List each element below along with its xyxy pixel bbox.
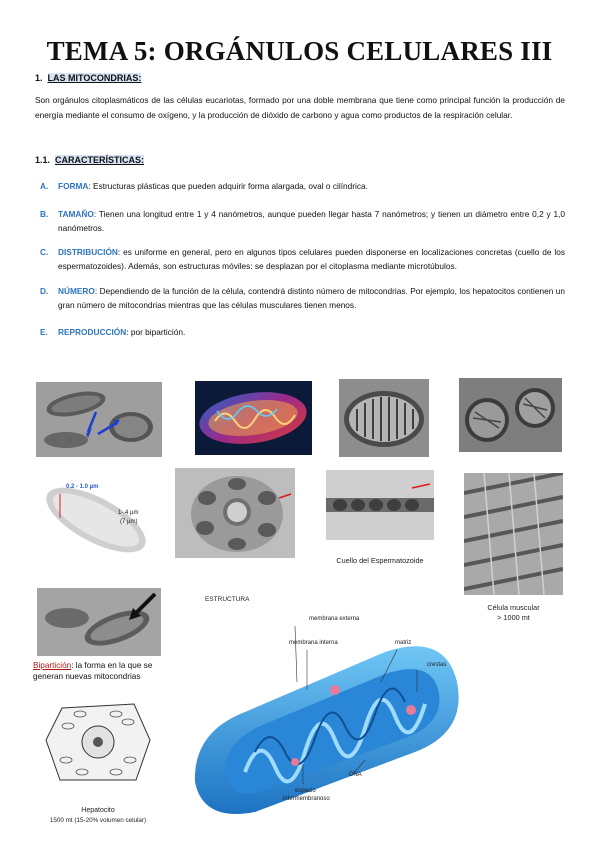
size-length-label: 1- 4 µm <box>118 510 139 516</box>
list-keyword: TAMAÑO <box>58 209 94 219</box>
hepatocyte-caption-line1: Hepatocito <box>81 807 115 814</box>
list-item-numero <box>40 284 565 314</box>
inner-membrane-label: membrana interna <box>289 640 338 646</box>
size-max-length-label: (7 µm) <box>120 519 138 525</box>
bipartition-keyword: Bipartición <box>33 661 72 670</box>
3d-mitochondrion-render-photo <box>195 381 312 455</box>
intermembrane-space-label-1: espacio <box>295 788 316 794</box>
em-mitochondria-arrows-photo <box>36 382 162 457</box>
muscle-caption-line2: > 1000 mt <box>497 613 530 622</box>
list-item-distribucion <box>40 245 565 275</box>
intermembrane-space-label-2: intermembranoso <box>283 796 330 802</box>
cristae-label: crestas <box>427 662 447 668</box>
list-item-forma <box>40 179 565 195</box>
section-number: 1. <box>35 73 43 83</box>
em-muscle-cell-photo <box>464 473 563 595</box>
intro-paragraph: Son orgánulos citoplasmáticos de las células eucariotas, formado por una doble membrana que tiene como principal función la producción de energía mediante el consumo de oxígeno, y la producción de dióxido de carbono y agua como productos de la respiración celular. <box>35 95 565 120</box>
list-text: : Dependiendo de la función de la célula, contendrá distinto número de mitocondrias. Por ejemplo, los hepatocitos contienen un gran número de mitocondrias mientras que las células musculares tienen menos. <box>58 286 565 310</box>
muscle-caption-line1: Célula muscular <box>487 603 540 612</box>
page-title: TEMA 5: ORGÁNULOS CELULARES III <box>46 36 553 66</box>
outer-membrane-label: membrana externa <box>309 616 360 622</box>
list-text: : Estructuras plásticas que pueden adquirir forma alargada, oval o cilíndrica. <box>88 181 368 191</box>
hepatocyte-caption-line2: 1500 mt (15-20% volumen celular) <box>49 817 147 824</box>
matrix-label: matriz <box>395 640 412 646</box>
subsection-number: 1.1. <box>35 155 51 165</box>
subsection-heading-caracteristicas <box>35 155 144 165</box>
hepatocyte-drawing <box>42 700 154 784</box>
section-heading-mitocondrias <box>35 73 141 83</box>
list-letter: B. <box>40 209 49 219</box>
mitochondrion-size-diagram <box>38 476 161 558</box>
mitochondrion-structure-diagram <box>185 612 481 822</box>
list-keyword: NÚMERO <box>58 286 95 296</box>
list-text: : Tienen una longitud entre 1 y 4 nanómetros, aunque pueden llegar hasta 7 nanómetros; y tienen un diámetro entre 0,2 y 1,0 nanómetros. <box>58 209 565 233</box>
em-bipartition-photo <box>37 588 161 656</box>
em-round-mitochondria-photo <box>459 378 562 452</box>
size-diameter-label: 0.2 - 1.0 µm <box>66 484 99 490</box>
dna-label: DNA <box>349 772 362 778</box>
bipartition-caption <box>33 660 183 682</box>
list-letter: A. <box>40 181 49 191</box>
bipartition-text: : la forma en la que se generan nuevas mitocondrias <box>33 661 153 681</box>
list-text: : por bipartición. <box>126 327 186 337</box>
list-text: : es uniforme en general, pero en algunos tipos celulares pueden disponerse en localizaciones concretas (cuello de los espermatozoides). Además, son estructuras móviles: se desplazan por el citoplasma mediante microtúbulos. <box>58 247 565 271</box>
em-cristae-photo <box>339 379 429 457</box>
subsection-title: CARACTERÍSTICAS: <box>55 155 145 165</box>
list-keyword: REPRODUCCIÓN <box>58 327 127 337</box>
list-keyword: DISTRIBUCIÓN <box>58 247 118 257</box>
section-title: LAS MITOCONDRIAS: <box>47 73 142 83</box>
list-item-reproduccion <box>40 325 565 341</box>
list-keyword: FORMA <box>58 181 89 191</box>
structure-title: ESTRUCTURA <box>205 596 250 603</box>
sperm-neck-caption: Cuello del Espermatozoide <box>336 556 424 565</box>
em-sperm-neck-photo <box>326 470 434 540</box>
list-letter: E. <box>40 327 48 337</box>
list-item-tamano <box>40 207 565 237</box>
em-sperm-midpiece-section-photo <box>175 468 295 558</box>
list-letter: D. <box>40 286 49 296</box>
list-letter: C. <box>40 247 49 257</box>
